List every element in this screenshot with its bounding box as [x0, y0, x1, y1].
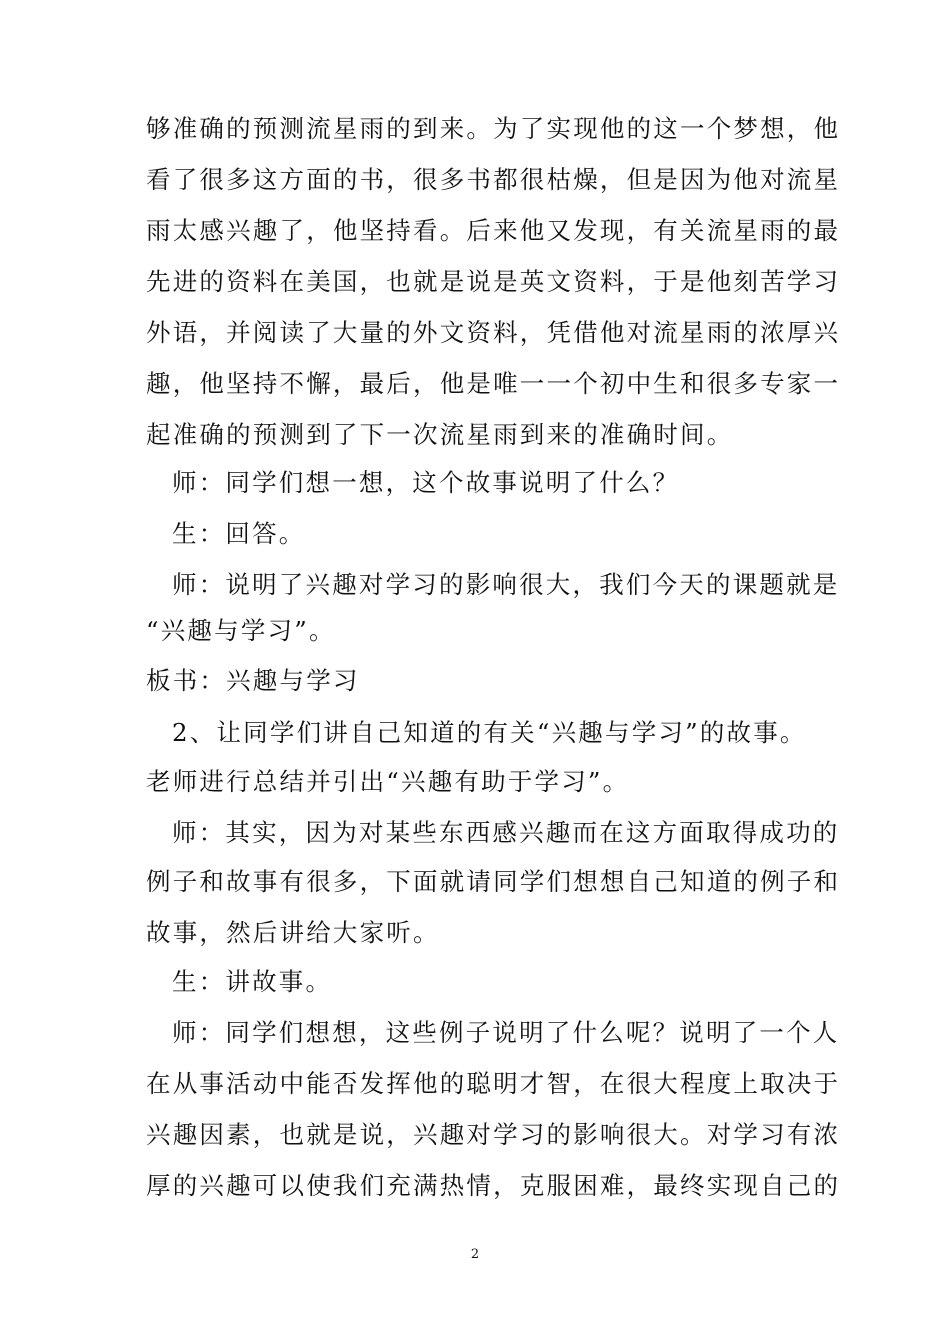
text-line: 起准确的预测到了下一次流星雨到来的准确时间。 [146, 420, 734, 449]
text-line: 趣，他坚持不懈，最后，他是唯一一个初中生和很多专家一 [146, 369, 841, 398]
text-line: 老师进行总结并引出“兴趣有助于学习”。 [146, 767, 630, 796]
text-line: 师：其实，因为对某些东西感兴趣而在这方面取得成功的 [172, 818, 840, 847]
text-line: 板书：兴趣与学习 [146, 666, 360, 695]
text-line: 雨太感兴趣了，他坚持看。后来他又发现，有关流星雨的最 [146, 216, 841, 245]
text-line: 生：回答。 [172, 519, 306, 548]
text-line: 外语，并阅读了大量的外文资料，凭借他对流星雨的浓厚兴 [146, 318, 841, 347]
text-line: 先进的资料在美国，也就是说是英文资料，于是他刻苦学习 [146, 267, 841, 296]
text-line: 2、让同学们讲自己知道的有关“兴趣与学习”的故事。 [172, 718, 807, 747]
text-line: 在从事活动中能否发挥他的聪明才智，在很大程度上取决于 [146, 1069, 841, 1098]
text-line: 例子和故事有很多，下面就请同学们想想自己知道的例子和 [146, 867, 841, 896]
text-line: 厚的兴趣可以使我们充满热情，克服困难，最终实现自己的 [146, 1171, 841, 1200]
text-line: 兴趣因素，也就是说，兴趣对学习的影响很大。对学习有浓 [146, 1120, 841, 1149]
text-line: 生：讲故事。 [172, 967, 333, 996]
text-line: 够准确的预测流星雨的到来。为了实现他的这一个梦想，他 [146, 114, 841, 143]
text-line: 师：说明了兴趣对学习的影响很大，我们今天的课题就是 [172, 570, 840, 599]
text-line: 师：同学们想一想，这个故事说明了什么？ [172, 468, 680, 497]
page-number: 2 [470, 1247, 480, 1262]
text-line: 看了很多这方面的书，很多书都很枯燥，但是因为他对流星 [146, 165, 841, 194]
text-line: “兴趣与学习”。 [146, 616, 336, 645]
text-line: 师：同学们想想，这些例子说明了什么呢？说明了一个人 [172, 1018, 840, 1047]
text-line: 故事，然后讲给大家听。 [146, 918, 440, 947]
